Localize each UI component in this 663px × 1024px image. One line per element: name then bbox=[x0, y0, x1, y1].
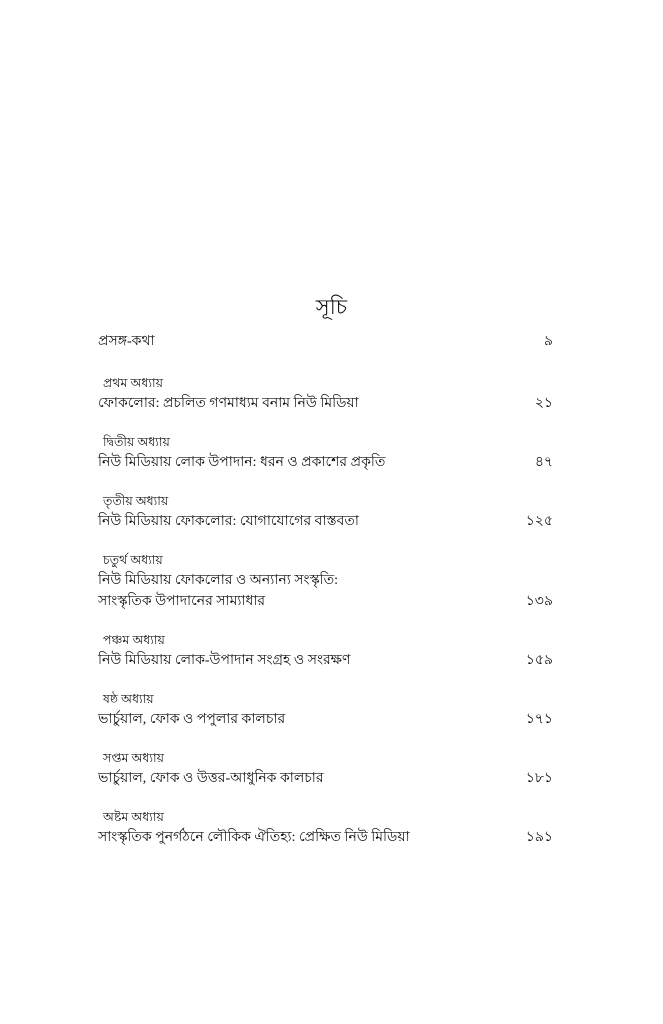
toc-entry-title-line: ভার্চুয়াল, ফোক ও পপুলার কালচার bbox=[98, 712, 286, 727]
toc-entry-title[interactable] bbox=[98, 331, 495, 352]
toc-entry-title[interactable] bbox=[98, 511, 495, 532]
toc-entry-title[interactable] bbox=[98, 650, 495, 671]
toc-entry-row bbox=[98, 570, 553, 612]
toc-entry-title-line: প্রসঙ্গ-কথা bbox=[98, 334, 155, 349]
toc-entry-row bbox=[98, 768, 553, 789]
toc-entry-row bbox=[98, 393, 553, 414]
toc-entry-row bbox=[98, 452, 553, 473]
toc-entry-title[interactable] bbox=[98, 570, 495, 612]
toc-entry[interactable] bbox=[98, 749, 553, 789]
chapter-label: প্রথম অধ্যায় bbox=[103, 376, 163, 390]
toc-entry-title-line: ফোকলোর: প্রচলিত গণমাধ্যম বনাম নিউ মিডিয়া bbox=[98, 396, 359, 411]
toc-entry-title[interactable] bbox=[98, 393, 495, 414]
toc-entry-page-number: ১৫৯ bbox=[525, 653, 553, 668]
toc-entry[interactable] bbox=[98, 631, 553, 671]
toc-entry[interactable] bbox=[98, 374, 553, 414]
toc-entry-title-line: নিউ মিডিয়ায় ফোকলোর ও অন্যান্য সংস্কৃতি: bbox=[98, 573, 339, 588]
toc-entry[interactable] bbox=[98, 492, 553, 532]
toc-entry-row bbox=[98, 827, 553, 848]
toc-entry-title-line: ভার্চুয়াল, ফোক ও উত্তর-আধুনিক কালচার bbox=[98, 771, 324, 786]
toc-entry[interactable] bbox=[98, 331, 553, 352]
chapter-label: ষষ্ঠ অধ্যায় bbox=[103, 692, 154, 706]
toc-entry-row bbox=[98, 709, 553, 730]
chapter-label: পঞ্চম অধ্যায় bbox=[103, 633, 165, 647]
toc-entry-page-number: ১৯১ bbox=[525, 830, 553, 845]
toc-entry-row bbox=[98, 511, 553, 532]
toc-entry-title-line: নিউ মিডিয়ায় লোক উপাদান: ধরন ও প্রকাশের প্রকৃতি bbox=[98, 455, 386, 470]
toc-entry-page-number: ৯ bbox=[543, 334, 553, 349]
toc-entry-title[interactable] bbox=[98, 452, 495, 473]
toc-entry-page-number: ১৮১ bbox=[525, 771, 553, 786]
chapter-label: দ্বিতীয় অধ্যায় bbox=[103, 435, 170, 449]
page-title: সূচি bbox=[315, 295, 348, 320]
toc-entry[interactable] bbox=[98, 690, 553, 730]
chapter-label: চতুর্থ অধ্যায় bbox=[103, 553, 163, 567]
toc-entry-title[interactable] bbox=[98, 827, 495, 848]
toc-entry-title-line: সাংস্কৃতিক পুনর্গঠনে লৌকিক ঐতিহ্য: প্রেক্ষিত নিউ মিডিয়া bbox=[98, 830, 410, 845]
toc-entry-page-number: ১৭১ bbox=[525, 712, 553, 727]
toc-entry[interactable] bbox=[98, 433, 553, 473]
toc-entry-page-number: ৪৭ bbox=[534, 455, 553, 470]
toc-entry[interactable] bbox=[98, 808, 553, 848]
chapter-label: সপ্তম অধ্যায় bbox=[103, 751, 165, 765]
toc-entry-page-number: ২১ bbox=[534, 396, 553, 411]
toc-entry-page-number: ১২৫ bbox=[525, 514, 553, 529]
chapter-label: অষ্টম অধ্যায় bbox=[103, 810, 164, 824]
toc-entry-title[interactable] bbox=[98, 709, 495, 730]
toc-entry[interactable] bbox=[98, 551, 553, 612]
toc-entry-title-line: নিউ মিডিয়ায় ফোকলোর: যোগাযোগের বাস্তবতা bbox=[98, 514, 359, 529]
toc-entry-row bbox=[98, 650, 553, 671]
table-of-contents-list bbox=[98, 331, 553, 848]
chapter-label: তৃতীয় অধ্যায় bbox=[103, 494, 169, 508]
toc-entry-title[interactable] bbox=[98, 768, 495, 789]
toc-entry-title-line: সাংস্কৃতিক উপাদানের সাম্যাধার bbox=[98, 594, 266, 609]
toc-entry-row bbox=[98, 331, 553, 352]
toc-entry-title-line: নিউ মিডিয়ায় লোক-উপাদান সংগ্রহ ও সংরক্ষণ bbox=[98, 653, 351, 668]
toc-entry-page-number: ১৩৯ bbox=[525, 594, 553, 609]
